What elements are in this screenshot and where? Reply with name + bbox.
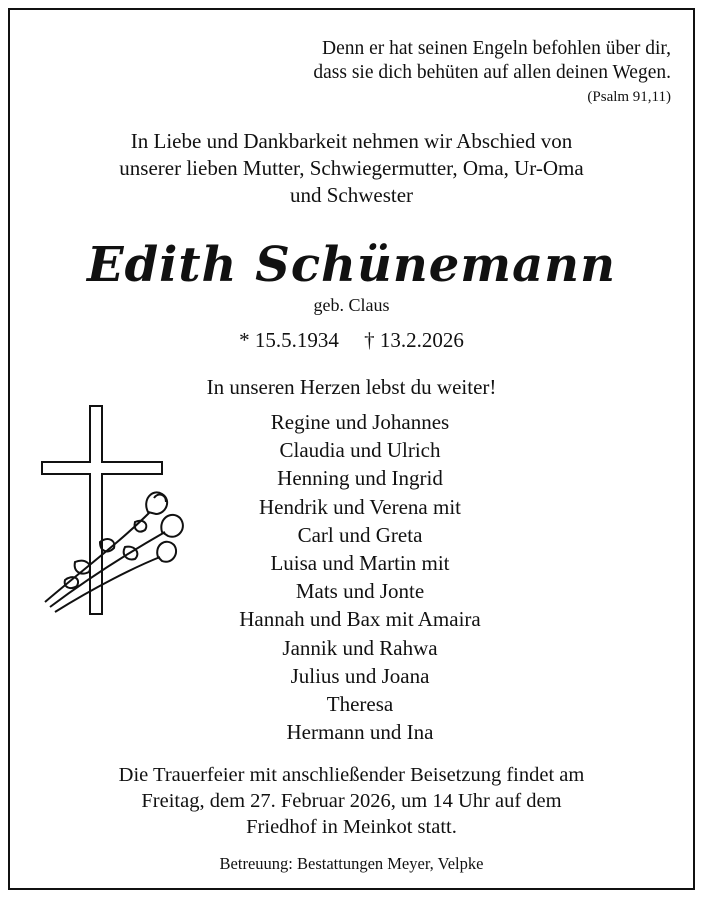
family-entry: Claudia und Ulrich (279, 438, 441, 463)
family-entry: Carl und Greta (297, 522, 423, 547)
death-date: † 13.2.2026 (364, 328, 464, 352)
psalm-line: dass sie dich behüten auf allen deinen Wegen. (313, 62, 671, 83)
motto: In unseren Herzen lebst du weiter! (206, 375, 497, 399)
family-entry: Henning und Ingrid (277, 466, 443, 491)
family-entry: Luisa und Martin mit (270, 551, 450, 576)
psalm-reference: (Psalm 91,11) (587, 89, 671, 105)
family-entry: Jannik und Rahwa (282, 635, 438, 660)
cross-with-roses-icon (40, 402, 200, 632)
psalm-quote (151, 37, 671, 107)
birth-date: * 15.5.1934 (239, 328, 339, 352)
family-entry: Hermann und Ina (286, 720, 434, 745)
family-entry: Theresa (326, 692, 394, 717)
family-entry: Regine und Johannes (270, 410, 450, 434)
obituary-notice (8, 8, 695, 890)
birth-name: geb. Claus (313, 295, 390, 315)
family-entry: Julius und Joana (290, 663, 430, 688)
family-entry: Hendrik und Verena mit (259, 494, 461, 519)
deceased-name: Edith Schünemann (87, 237, 616, 293)
intro-line: unserer lieben Mutter, Schwiegermutter, Oma, Ur-Oma (119, 156, 584, 180)
intro-line: In Liebe und Dankbarkeit nehmen wir Abschied von (130, 129, 573, 153)
family-entry: Hannah und Bax mit Amaira (239, 607, 481, 632)
funeral-line: Die Trauerfeier mit anschließender Beisetzung findet am (118, 764, 585, 786)
funeral-line: Friedhof in Meinkot statt. (246, 816, 457, 838)
psalm-line: Denn er hat seinen Engeln befohlen über dir, (321, 38, 671, 59)
life-dates (10, 328, 693, 353)
funeral-line: Freitag, dem 27. Februar 2026, um 14 Uhr auf dem (141, 790, 562, 812)
family-entry: Mats und Jonte (295, 579, 425, 604)
funeral-service-credit: Betreuung: Bestattungen Meyer, Velpke (219, 854, 484, 873)
family-list (190, 408, 530, 746)
intro-line: und Schwester (289, 183, 414, 207)
funeral-info (10, 762, 693, 840)
intro-text (10, 128, 693, 209)
